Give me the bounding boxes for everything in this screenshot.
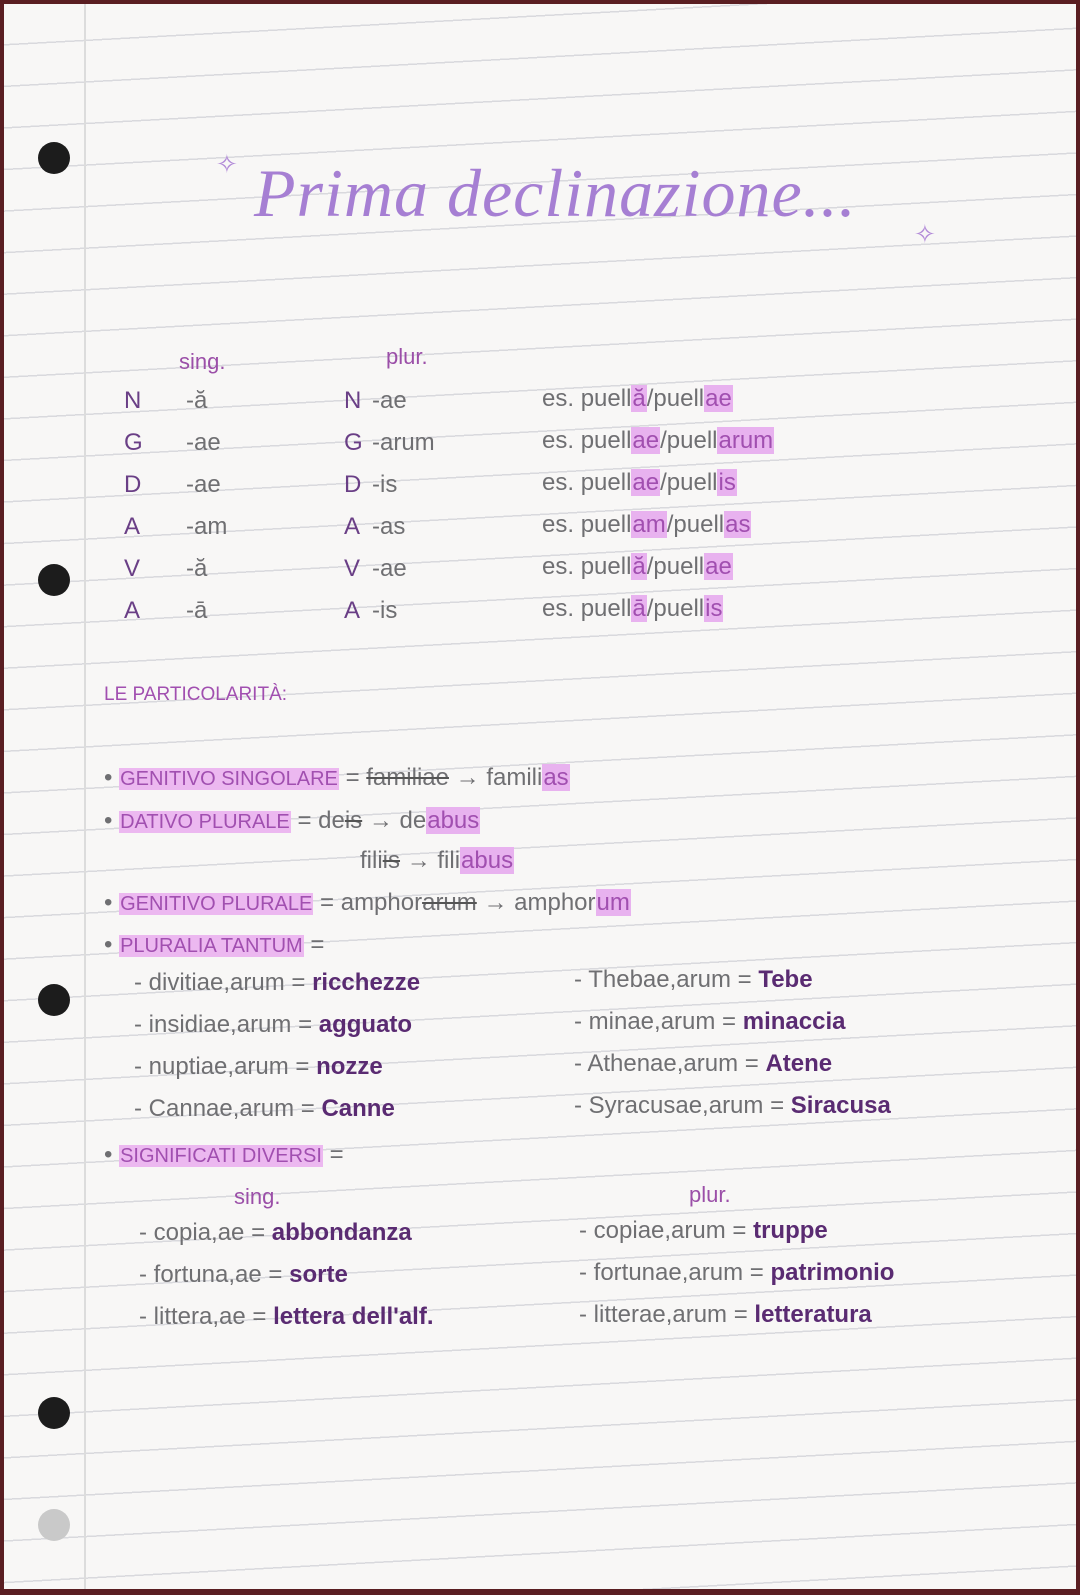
singular-ending: -ā (186, 597, 208, 624)
sing-header: sing. (234, 1184, 281, 1209)
stem: /puell (660, 469, 718, 496)
stem: amphor (514, 889, 596, 916)
case-label: D (344, 471, 362, 498)
punch-hole (38, 564, 70, 596)
plural-ending: -arum (372, 429, 435, 456)
example-prefix: es. (542, 553, 575, 580)
equals: = (310, 931, 325, 958)
stem: amphor (340, 889, 423, 916)
meaning: Siracusa (790, 1092, 891, 1119)
list-item (134, 1095, 395, 1123)
equals: = (345, 764, 360, 791)
punch-hole (38, 984, 70, 1016)
case-label: V (344, 555, 361, 582)
plur-header: plur. (386, 344, 428, 369)
ending: as (725, 511, 751, 538)
case-label: G (124, 429, 143, 456)
example-prefix: es. (542, 427, 575, 454)
plural-ending: -is (372, 471, 398, 498)
crossed-ending: is (344, 807, 363, 834)
crossed-ending: arum (422, 889, 477, 916)
list-item (134, 1053, 383, 1081)
ending: abus (461, 847, 514, 874)
list-item (134, 1011, 412, 1039)
singular-ending: -ae (186, 429, 221, 456)
stem: /puell (666, 511, 725, 538)
stem: de (399, 807, 427, 834)
list-item (139, 1303, 434, 1331)
latin-term: - Thebae,arum = (574, 966, 752, 993)
stem: famili (486, 764, 543, 791)
ending: as (543, 764, 569, 791)
arrow-icon: → (406, 847, 431, 874)
example (542, 469, 737, 497)
ending: ae (705, 385, 732, 412)
latin-term: - littera,ae = (139, 1303, 267, 1330)
plural-ending: -is (372, 597, 398, 624)
latin-term: - Athenae,arum = (574, 1050, 759, 1077)
plural-ending: -ae (372, 555, 407, 582)
arrow-icon: → (483, 889, 508, 916)
case-label: A (124, 597, 141, 624)
list-item (579, 1217, 828, 1245)
singular-ending: -am (186, 513, 228, 540)
punch-hole (38, 1509, 70, 1541)
meaning: patrimonio (770, 1259, 895, 1286)
ending: ae (632, 469, 660, 496)
case-label: A (124, 513, 141, 540)
stem: /puell (646, 595, 705, 622)
meaning: letteratura (754, 1301, 872, 1328)
latin-term: - fortunae,arum = (579, 1259, 764, 1286)
meaning: Canne (321, 1095, 395, 1122)
plural-ending: -as (372, 513, 406, 540)
latin-term: - copia,ae = (139, 1219, 266, 1246)
notebook-page (4, 4, 1076, 1589)
rule-label: SIGNIFICATI DIVERSI (120, 1145, 322, 1167)
example (542, 595, 723, 623)
stem: /puell (646, 385, 705, 412)
example (542, 427, 774, 455)
example (542, 553, 733, 581)
equals: = (329, 1141, 344, 1168)
plural-ending: -ae (372, 387, 407, 414)
example (542, 385, 733, 413)
significati-diversi-heading: • SIGNIFICATI DIVERSI = (104, 1141, 344, 1168)
latin-term: - Cannae,arum = (134, 1095, 315, 1122)
dativo-plurale-rule: • DATIVO PLURALE = deis → deabus (104, 807, 480, 834)
sparkle-icon: ✧ (216, 149, 238, 179)
equals: = (297, 807, 312, 834)
list-item (579, 1301, 872, 1329)
dativo-plurale-rule-2 (360, 847, 514, 875)
stem: /puell (660, 427, 718, 454)
latin-term: - copiae,arum = (579, 1217, 747, 1244)
case-label: N (344, 387, 362, 414)
stem: puell (580, 553, 632, 580)
latin-term: - Syracusae,arum = (574, 1092, 785, 1119)
example (542, 511, 751, 539)
rule-label: GENITIVO SINGOLARE (120, 768, 338, 790)
list-item (134, 969, 420, 997)
margin-line (84, 4, 86, 1589)
ending: ae (705, 553, 732, 580)
latin-term: - fortuna,ae = (139, 1261, 283, 1288)
genitivo-plurale-rule: • GENITIVO PLURALE = amphorarum → amphorum (104, 889, 630, 916)
singular-ending: -ae (186, 471, 221, 498)
page-title: Prima declinazione... (254, 155, 857, 231)
case-label: G (344, 429, 363, 456)
ending: am (632, 511, 666, 538)
ending: is (718, 469, 736, 496)
particolarita-heading: LE PARTICOLARITÀ: (104, 684, 288, 705)
case-label: A (344, 597, 361, 624)
case-label: N (124, 387, 142, 414)
latin-term: - divitiae,arum = (134, 969, 306, 996)
singular-ending: -ă (186, 555, 208, 582)
list-item (574, 1050, 832, 1078)
stem: puell (580, 427, 632, 454)
list-item (139, 1261, 348, 1289)
sparkle-icon: ✧ (914, 219, 936, 249)
meaning: lettera dell'alf. (273, 1303, 434, 1330)
ending: ae (632, 427, 660, 454)
stem: puell (580, 469, 632, 496)
meaning: minaccia (742, 1008, 846, 1035)
plur-header: plur. (689, 1182, 731, 1207)
stem: /puell (646, 553, 705, 580)
meaning: nozze (316, 1053, 383, 1080)
wrong-form: familiae (366, 764, 449, 791)
ending: um (596, 889, 630, 916)
meaning: Tebe (758, 966, 813, 993)
arrow-icon: → (368, 807, 393, 834)
rule-label: PLURALIA TANTUM (120, 935, 303, 957)
punch-hole (38, 142, 70, 174)
latin-term: - litterae,arum = (579, 1301, 748, 1328)
ending: arum (718, 427, 774, 454)
stem: fili (437, 847, 461, 874)
pluralia-tantum-heading: • PLURALIA TANTUM = (104, 931, 325, 958)
stem: de (318, 807, 345, 834)
crossed-ending: is (382, 847, 401, 874)
example-prefix: es. (542, 595, 575, 622)
punch-hole (38, 1397, 70, 1429)
list-item (574, 1008, 845, 1036)
meaning: Atene (765, 1050, 833, 1077)
meaning: agguato (318, 1011, 413, 1038)
latin-term: - nuptiae,arum = (134, 1053, 310, 1080)
latin-term: - minae,arum = (574, 1008, 737, 1035)
ending: ă (632, 553, 646, 580)
stem: puell (580, 511, 632, 538)
meaning: abbondanza (271, 1219, 412, 1246)
stem: fili (360, 847, 383, 874)
stem: puell (580, 385, 632, 412)
ending: is (705, 595, 723, 622)
meaning: sorte (289, 1261, 348, 1288)
genitivo-singolare-rule: • GENITIVO SINGOLARE = familiae → familias (104, 764, 569, 791)
list-item (574, 1092, 891, 1120)
rule-label: DATIVO PLURALE (120, 811, 290, 833)
list-item (139, 1219, 412, 1247)
ending: ă (632, 385, 646, 412)
stem: puell (580, 595, 632, 622)
latin-term: - insidiae,arum = (134, 1011, 313, 1038)
list-item (579, 1259, 894, 1287)
ending: ā (632, 595, 646, 622)
meaning: ricchezze (312, 969, 421, 996)
case-label: A (344, 513, 361, 540)
rule-label: GENITIVO PLURALE (120, 893, 313, 915)
meaning: truppe (753, 1217, 828, 1244)
example-prefix: es. (542, 385, 575, 412)
list-item (574, 966, 813, 994)
example-prefix: es. (542, 469, 575, 496)
equals: = (320, 889, 335, 916)
sing-header: sing. (179, 349, 226, 374)
arrow-icon: → (455, 764, 480, 791)
case-label: D (124, 471, 142, 498)
example-prefix: es. (542, 511, 575, 538)
ending: abus (427, 807, 480, 834)
case-label: V (124, 555, 141, 582)
singular-ending: -ă (186, 387, 208, 414)
